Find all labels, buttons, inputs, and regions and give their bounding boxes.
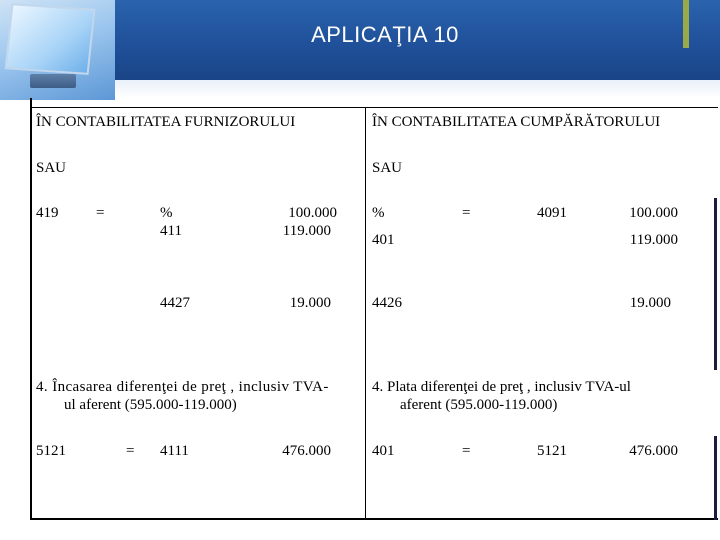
left-op4-line2: ul aferent (595.000-119.000) xyxy=(64,397,237,413)
right-sau: SAU xyxy=(372,160,403,176)
left-entry1-debit: 419 xyxy=(36,205,59,221)
left-entry2-credit: 4111 xyxy=(160,443,189,459)
left-entry1-total: 100.000 xyxy=(288,205,337,221)
right-entry1-credit: 4091 xyxy=(537,205,567,221)
right-entry2-credit: 5121 xyxy=(537,443,567,459)
left-entry1-amount1: 119.000 xyxy=(282,223,331,239)
computer-logo-icon xyxy=(0,0,115,100)
right-entry1-total: 100.000 xyxy=(629,205,678,221)
left-entry2-debit: 5121 xyxy=(36,443,66,459)
right-edge-bar xyxy=(714,198,717,370)
right-edge-bar xyxy=(714,436,717,520)
left-entry1-amount2: 19.000 xyxy=(289,295,331,311)
left-entry1-pct: % xyxy=(160,205,173,221)
right-entry1-debit2: 4426 xyxy=(372,295,402,311)
right-op4-line2: aferent (595.000-119.000) xyxy=(400,397,558,413)
right-entry1-pct: % xyxy=(372,205,385,221)
table-left-border xyxy=(30,98,32,520)
left-entry2-amount: 476.000 xyxy=(282,443,331,459)
left-sau: SAU xyxy=(36,160,67,176)
slide-title: APLICAŢIA 10 xyxy=(311,22,459,47)
right-entry1-eq: = xyxy=(462,205,471,221)
right-entry2-debit: 401 xyxy=(372,443,395,459)
monitor-stand-icon xyxy=(30,74,76,88)
right-heading: ÎN CONTABILITATEA CUMPĂRĂTORULUI xyxy=(372,114,661,130)
left-entry2-eq: = xyxy=(126,443,135,459)
left-entry1-credit2: 4427 xyxy=(160,295,190,311)
left-op4-line1: 4. Încasarea diferenţei de preţ , inclusiv TVA- xyxy=(36,379,329,395)
right-entry2-amount: 476.000 xyxy=(629,443,678,459)
table-bottom-border xyxy=(30,518,718,520)
table-divider xyxy=(365,107,366,520)
right-entry2-eq: = xyxy=(462,443,471,459)
table-top-border xyxy=(30,107,718,108)
left-entry1-credit1: 411 xyxy=(160,223,182,239)
left-entry1-eq: = xyxy=(96,205,105,221)
right-entry1-amount1: 119.000 xyxy=(629,232,678,248)
left-heading: ÎN CONTABILITATEA FURNIZORULUI xyxy=(36,114,296,130)
right-op4-line1: 4. Plata diferenţei de preţ , inclusiv TVA-ul xyxy=(372,379,631,395)
right-entry1-debit1: 401 xyxy=(372,232,395,248)
right-entry1-amount2: 19.000 xyxy=(629,295,671,311)
